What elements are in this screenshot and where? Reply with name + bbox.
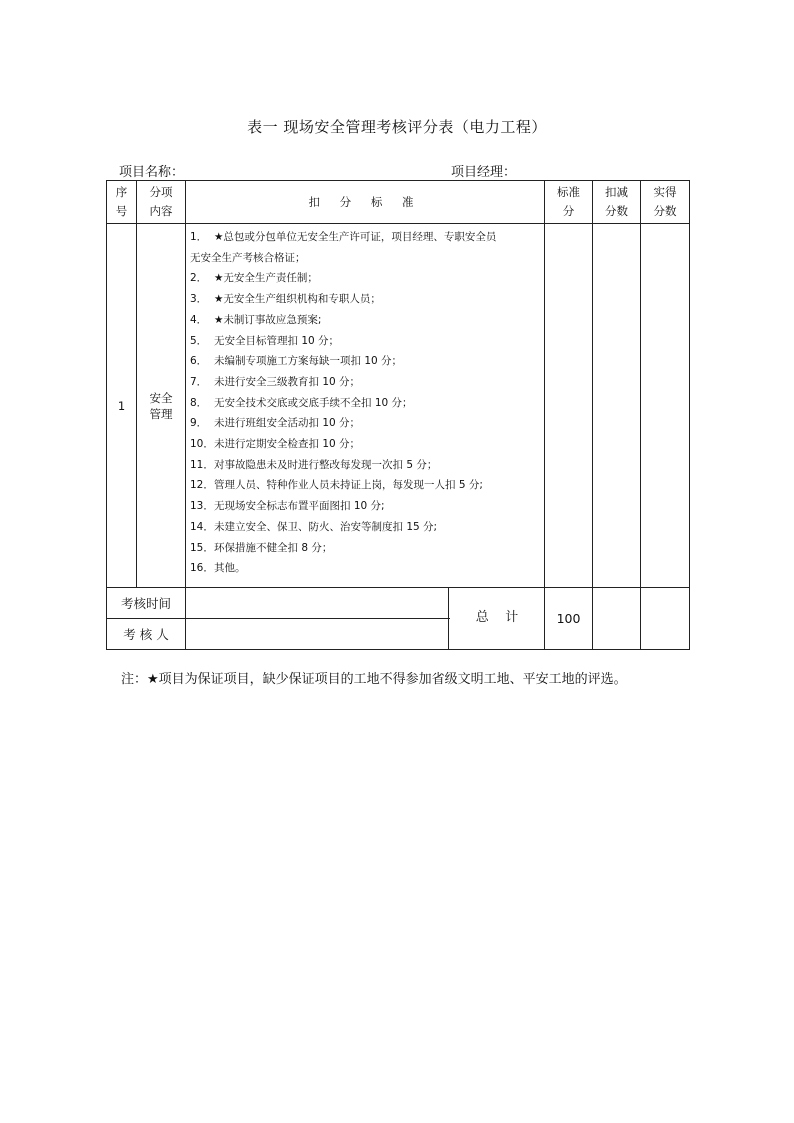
exam-time-label: 考核时间 — [107, 588, 186, 619]
list-item — [190, 434, 540, 455]
list-item — [190, 413, 540, 434]
criteria-text: 未进行定期安全检查扣 10 分； — [214, 438, 361, 451]
list-item — [190, 372, 540, 393]
list-item — [190, 331, 540, 352]
criteria-number: 3． — [190, 293, 208, 306]
list-item — [190, 227, 540, 248]
criteria-text: 无安全目标管理扣 10 分； — [214, 334, 340, 347]
criteria-text: 未进行安全三级教育扣 10 分； — [214, 375, 361, 388]
list-item — [190, 351, 540, 372]
list-item — [190, 475, 540, 496]
criteria-text: ★无安全生产组织机构和专职人员； — [214, 293, 381, 306]
criteria-number: 14． — [190, 520, 214, 533]
criteria-text: 未建立安全、保卫、防火、治安等制度扣 15 分; — [214, 520, 438, 533]
project-manager-label: 项目经理： — [451, 165, 517, 180]
list-item — [190, 310, 540, 331]
list-item — [190, 538, 540, 559]
list-item — [190, 268, 540, 289]
header-category: 分项 内容 — [137, 181, 186, 224]
criteria-number: 10． — [190, 438, 214, 451]
deducted-score-cell — [593, 224, 641, 588]
criteria-number: 11． — [190, 458, 214, 471]
list-item — [190, 558, 540, 579]
row-category: 安全 管理 — [137, 224, 186, 588]
criteria-number: 2． — [190, 272, 208, 285]
footnote: 注：★项目为保证项目，缺少保证项目的工地不得参加省级文明工地、平安工地的评选。 — [121, 672, 627, 687]
document-title: 表一 现场安全管理考核评分表（电力工程） — [247, 118, 547, 136]
header-standard-score: 标准 分 — [545, 181, 593, 224]
criteria-text: 无现场安全标志布置平面图扣 10 分; — [214, 500, 385, 513]
list-item — [190, 289, 540, 310]
header-actual-score: 实得 分数 — [641, 181, 690, 224]
header-deducted-score: 扣减 分数 — [593, 181, 641, 224]
criteria-text: 管理人员、特种作业人员未持证上岗，每发现一人扣 5 分; — [214, 479, 483, 492]
criteria-number: 8． — [190, 396, 208, 409]
list-item-continuation: 无安全生产考核合格证； — [190, 251, 306, 264]
total-deducted-cell — [593, 588, 641, 650]
criteria-number: 15． — [190, 541, 214, 554]
criteria-number: 7． — [190, 375, 208, 388]
list-item — [190, 496, 540, 517]
header-criteria: 扣 分 标 准 — [186, 181, 545, 224]
criteria-number: 1． — [190, 231, 208, 243]
criteria-text: ★无安全生产责任制； — [214, 272, 318, 285]
actual-score-cell — [641, 224, 690, 588]
list-item — [190, 517, 540, 538]
table-row — [107, 224, 690, 588]
project-name-label: 项目名称： — [119, 165, 185, 180]
criteria-text: ★未制订事故应急预案; — [214, 313, 322, 326]
criteria-number: 12． — [190, 479, 214, 492]
criteria-number: 5． — [190, 334, 208, 347]
row-index: 1 — [107, 224, 137, 588]
criteria-text: 未进行班组安全活动扣 10 分； — [214, 417, 361, 430]
criteria-number: 6． — [190, 355, 208, 368]
criteria-text: 无安全技术交底或交底手续不全扣 10 分； — [214, 396, 413, 409]
criteria-list — [190, 227, 540, 579]
criteria-text: 其他。 — [214, 562, 246, 575]
list-item — [190, 455, 540, 476]
criteria-number: 13． — [190, 500, 214, 513]
exam-time-row — [107, 588, 690, 619]
criteria-number: 16． — [190, 562, 214, 575]
total-value: 100 — [545, 588, 593, 650]
standard-score-cell — [545, 224, 593, 588]
list-item — [190, 393, 540, 414]
scoring-table — [106, 180, 690, 650]
criteria-cell — [186, 224, 545, 588]
criteria-text: 对事故隐患未及时进行整改每发现一次扣 5 分； — [214, 458, 438, 471]
criteria-number: 9． — [190, 417, 208, 430]
header-index: 序 号 — [107, 181, 137, 224]
header-row — [107, 181, 690, 224]
criteria-text: 环保措施不健全扣 8 分； — [214, 541, 333, 554]
criteria-text: ★总包或分包单位无安全生产许可证，项目经理、专职安全员 — [214, 231, 497, 243]
total-actual-cell — [641, 588, 690, 650]
criteria-number: 4． — [190, 313, 208, 326]
criteria-text: 未编制专项施工方案每缺一项扣 10 分； — [214, 355, 403, 368]
total-label: 总 计 — [450, 606, 544, 625]
examiner-label: 考 核 人 — [107, 619, 186, 650]
